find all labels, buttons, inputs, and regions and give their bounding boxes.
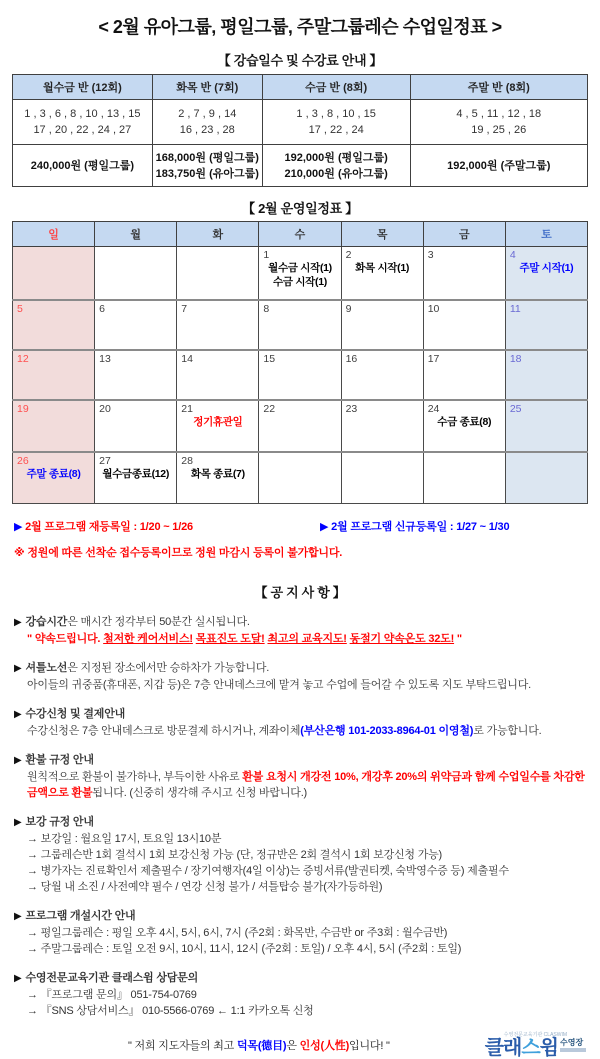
- fee-dates-line: 17 , 20 , 22 , 24 , 27: [33, 124, 132, 136]
- notice-line: [14, 879, 586, 895]
- calendar-day-header: 금: [423, 222, 505, 247]
- text-segment: 목표진도 도달!: [195, 633, 265, 645]
- notice-line: [14, 925, 586, 941]
- calendar-cell: [341, 247, 423, 301]
- calendar-day-number: 19: [17, 403, 29, 415]
- calendar-week-row: [13, 400, 588, 452]
- calendar-cell: [341, 452, 423, 504]
- fee-dates-line: 1 , 3 , 6 , 8 , 10 , 13 , 15: [24, 108, 141, 120]
- calendar-cell: [95, 350, 177, 400]
- calendar-day-number: [259, 453, 340, 467]
- calendar-cell: [95, 247, 177, 301]
- logo-suffix: 수영장: [560, 1038, 584, 1047]
- calendar-day-header: 토: [505, 222, 587, 247]
- fee-dates-cell: [410, 100, 587, 145]
- calendar-day-header: 일: [13, 222, 95, 247]
- text-segment: 1/27 ~ 1/30: [456, 521, 510, 533]
- notice-line: [14, 941, 586, 957]
- calendar-cell: [95, 452, 177, 504]
- fee-section-heading: 【 강습일수 및 수강료 안내 】: [217, 53, 383, 68]
- fee-price-cell: [410, 145, 587, 187]
- text-segment: 은: [286, 1040, 300, 1052]
- fee-price-cell: [13, 145, 153, 187]
- calendar-week-row: [13, 247, 588, 301]
- text-segment: 인성(人性): [299, 1040, 350, 1052]
- notice-item: [14, 752, 586, 801]
- calendar-week-row: [13, 350, 588, 400]
- notice-title-line: [14, 970, 586, 987]
- text-segment: 환불 규정 안내: [25, 754, 94, 766]
- calendar-day-number: 26: [17, 455, 29, 467]
- calendar-day-header: 수: [259, 222, 341, 247]
- calendar-cell: [259, 452, 341, 504]
- logo-suffix-block: [560, 1038, 586, 1052]
- calendar-day-number: 17: [427, 353, 440, 365]
- calendar-day-number: 2: [345, 249, 352, 261]
- calendar-day-number: 22: [263, 403, 276, 415]
- text-segment: 수영전문교육기관 클래스윔 상담문의: [25, 972, 199, 984]
- text-segment: 원칙적으로 환불이 불가하나, 부득이한 사유로: [27, 771, 243, 783]
- calendar-day-number: 12: [17, 353, 29, 365]
- text-segment: 셔틀노선: [25, 662, 68, 674]
- calendar-event: 주말 시작(1): [519, 262, 574, 274]
- registration-dates-row: [14, 518, 600, 534]
- text-segment: 됩니다. (신중히 생각해 주시고 신청 바랍니다.): [92, 787, 308, 799]
- logo-decorative-bar: [560, 1048, 586, 1052]
- claswim-logo: [485, 1032, 586, 1058]
- calendar-cell: [341, 350, 423, 400]
- text-segment: " 저희 지도자들의 최고: [128, 1040, 237, 1052]
- notice-title-line: [14, 660, 586, 677]
- text-segment: 은 지정된 장소에서만 승하차가 가능합니다.: [67, 662, 270, 674]
- text-segment: 최고의 교육지도!: [267, 633, 347, 645]
- calendar-cell: [423, 452, 505, 504]
- calendar-day-number: 9: [345, 303, 352, 315]
- text-segment: ※ 정원에 따른 선착순 접수등록이므로 정원 마감시 등록이 불가합니다.: [14, 547, 343, 559]
- calendar-cell: [13, 247, 95, 301]
- notice-item: [14, 706, 586, 739]
- calendar-day-number: 18: [509, 353, 522, 365]
- calendar-cell: [505, 400, 587, 452]
- calendar-cell: [423, 247, 505, 301]
- text-segment: 동절기 약속온도 32도!: [349, 633, 455, 645]
- notice-title-line: [14, 814, 586, 831]
- text-segment: → 『SNS 상담서비스』 010-5566-0769 ← 1:1 카카오톡 신청: [27, 1005, 314, 1017]
- calendar-day-number: [506, 453, 587, 467]
- notice-section-heading: 【 공 지 사 항 】: [254, 585, 346, 600]
- fee-price-line: 210,000원 (유아그룹): [284, 167, 388, 180]
- fee-price-line: 240,000원 (평일그룹): [30, 159, 135, 172]
- text-segment: → 당월 내 소진 / 사전예약 필수 / 연강 신청 불가 / 셔틀탑승 불가(자가등하원): [27, 881, 383, 893]
- calendar-day-number: 11: [509, 303, 521, 315]
- calendar-day-number: 3: [427, 249, 434, 261]
- calendar-cell: [259, 300, 341, 350]
- notice-item: [14, 660, 586, 693]
- notice-item: [14, 614, 586, 647]
- page-title: < 2월 유아그룹, 평일그룹, 주말그룹레슨 수업일정표 >: [98, 17, 502, 37]
- logo-name-part: 윔: [539, 1037, 558, 1059]
- calendar-day-number: [424, 453, 505, 467]
- notice-line: [14, 1003, 586, 1019]
- fee-dates-line: 4 , 5 , 11 , 12 , 18: [456, 108, 542, 120]
- bullet-arrow-icon: ▶: [14, 755, 22, 766]
- text-segment: 환불 요청시 개강전 10%, 개강후 20%의 위약금과 함께 수업일수를 차감한 금액으로 환불: [27, 771, 585, 799]
- footer-quote: [128, 1037, 390, 1053]
- text-segment: 아이들의 귀중품(휴대폰, 지갑 등)은 7층 안내데스크에 맡겨 놓고 수업에 들어갈 수 있도록 지도 부탁드립니다.: [27, 679, 532, 691]
- calendar-cell: [505, 350, 587, 400]
- calendar-day-number: 6: [99, 303, 105, 315]
- calendar-day-header: 월: [95, 222, 177, 247]
- calendar-week-row: [13, 452, 588, 504]
- calendar-day-number: 25: [509, 403, 522, 415]
- calendar-cell: [423, 350, 505, 400]
- fee-dates-cell: [13, 100, 153, 145]
- calendar-cell: [423, 300, 505, 350]
- text-segment: 철저한 케어서비스!: [103, 633, 193, 645]
- fee-dates-line: 16 , 23 , 28: [179, 124, 235, 136]
- calendar-cell: [341, 300, 423, 350]
- bullet-arrow-icon: ▶: [14, 663, 22, 674]
- calendar-week-row: [13, 300, 588, 350]
- text-segment: 로 가능합니다.: [473, 725, 542, 737]
- text-segment: 덕목(德目): [236, 1040, 287, 1052]
- calendar-event: 수금 종료(8): [437, 416, 492, 428]
- fee-dates-line: 17 , 22 , 24: [308, 124, 364, 136]
- text-segment: 수강신청 및 결제안내: [25, 708, 126, 720]
- text-segment: → 보강일 : 월요일 17시, 토요일 13시10분: [27, 833, 222, 845]
- fee-dates-line: 1 , 3 , 8 , 10 , 15: [296, 108, 376, 120]
- notice-line: [14, 847, 586, 863]
- bullet-arrow-icon: ▶: [14, 617, 22, 628]
- calendar-event: 수금 시작(1): [273, 276, 327, 288]
- calendar-cell: [13, 300, 95, 350]
- text-segment: → 『프로그램 문의』 051-754-0769: [27, 989, 197, 1001]
- calendar-cell: [341, 400, 423, 452]
- fee-price-cell: [152, 145, 262, 187]
- text-segment: → 평일그룹레슨 : 평일 오후 4시, 5시, 6시, 7시 (주2회 : 화목반, 수금반 or 주3회 : 월수금반): [27, 927, 448, 939]
- calendar-cell: [505, 452, 587, 504]
- fee-dates-line: 2 , 7 , 9 , 14: [178, 108, 237, 120]
- text-segment: ▶: [320, 521, 332, 533]
- capacity-note: [14, 544, 600, 560]
- notice-line: [14, 863, 586, 879]
- calendar-day-number: 8: [263, 303, 270, 315]
- calendar-cell: [177, 350, 259, 400]
- notice-item: [14, 970, 586, 1019]
- notice-item: [14, 908, 586, 957]
- fee-price-cell: [262, 145, 410, 187]
- logo-name-part: 스: [521, 1037, 540, 1059]
- calendar-cell: [177, 452, 259, 504]
- fee-price-line: 183,750원 (유아그룹): [155, 167, 259, 180]
- calendar-day-number: [177, 247, 258, 261]
- text-segment: 수강신청은 7층 안내데스크로 방문결제 하시거나, 계좌이체: [27, 725, 301, 737]
- text-segment: 1/20 ~ 1/26: [139, 521, 193, 533]
- calendar-cell: [177, 300, 259, 350]
- fee-table: [12, 74, 588, 187]
- calendar-table: [12, 221, 588, 504]
- calendar-day-number: 4: [509, 249, 516, 261]
- text-segment: " 약속드립니다.: [27, 633, 104, 645]
- fee-price-line: 192,000원 (평일그룹): [284, 151, 388, 164]
- calendar-day-number: [13, 247, 94, 261]
- calendar-cell: [259, 247, 341, 301]
- text-segment: 강습시간: [25, 616, 68, 628]
- calendar-day-header: 목: [341, 222, 423, 247]
- text-segment: 입니다! ": [349, 1040, 390, 1052]
- calendar-cell: [423, 400, 505, 452]
- fee-price-line: 168,000원 (평일그룹): [155, 151, 259, 164]
- calendar-heading: 【 2월 운영일정표 】: [242, 201, 358, 216]
- fee-price-line: 192,000원 (주말그룹): [447, 159, 551, 172]
- calendar-cell: [95, 300, 177, 350]
- calendar-event: 정기휴관일: [193, 416, 243, 428]
- logo-tagline: 수영전문교육기관 CLASWIM: [503, 1032, 568, 1038]
- calendar-event: 월수금 시작(1): [268, 262, 332, 274]
- calendar-day-number: 21: [181, 403, 193, 415]
- fee-column-header: 수금 반 (8회): [262, 75, 410, 100]
- fee-dates-cell: [152, 100, 262, 145]
- logo-name: [485, 1038, 558, 1058]
- notice-item: [14, 814, 586, 895]
- text-segment: ": [454, 633, 462, 645]
- text-segment: (부산은행 101-2033-8964-01 이영철): [300, 725, 474, 737]
- fee-column-header: 화목 반 (7회): [152, 75, 262, 100]
- calendar-day-number: 7: [181, 303, 188, 315]
- calendar-day-number: 14: [181, 353, 193, 365]
- logo-name-part: 클래: [484, 1037, 522, 1059]
- new-registration-date-line: [320, 518, 509, 534]
- text-segment: 2월 프로그램 재등록일 :: [25, 521, 140, 533]
- calendar-day-number: 16: [345, 353, 358, 365]
- text-segment: → 그룹레슨반 1회 결석시 1회 보강신청 가능 (단, 정규반은 2회 결석시 1회 보강신청 가능): [27, 849, 443, 861]
- bullet-arrow-icon: ▶: [14, 709, 22, 720]
- notice-title-line: [14, 908, 586, 925]
- footer: [0, 1032, 600, 1058]
- fee-dates-line: 19 , 25 , 26: [471, 124, 527, 136]
- bullet-arrow-icon: ▶: [14, 973, 22, 984]
- text-segment: → 병가자는 진료확인서 제출필수 / 장기여행자(4일 이상)는 증빙서류(발권티켓, 숙박영수증 등) 제출필수: [27, 865, 509, 877]
- text-segment: → 주말그룹레슨 : 토일 오전 9시, 10시, 11시, 12시 (주2회 : 토일) / 오후 4시, 5시 (주2회 : 토일): [27, 943, 462, 955]
- notice-line: [14, 631, 586, 647]
- calendar-cell: [259, 350, 341, 400]
- reregistration-date-line: [14, 518, 320, 534]
- fee-column-header: 월수금 반 (12회): [13, 75, 153, 100]
- calendar-day-number: 23: [345, 403, 358, 415]
- calendar-day-number: [342, 453, 423, 467]
- text-segment: 2월 프로그램 신규등록일 :: [331, 521, 457, 533]
- text-segment: 프로그램 개설시간 안내: [25, 910, 136, 922]
- calendar-event: 월수금종료(12): [102, 468, 170, 480]
- calendar-day-number: 5: [17, 303, 23, 315]
- notice-line: [14, 723, 586, 739]
- text-segment: ▶: [14, 521, 26, 533]
- calendar-event: 화목 종료(7): [190, 468, 245, 480]
- calendar-event: 주말 종료(8): [26, 468, 81, 480]
- calendar-cell: [13, 400, 95, 452]
- calendar-day-number: 10: [427, 303, 440, 315]
- calendar-cell: [177, 247, 259, 301]
- calendar-day-number: 15: [263, 353, 276, 365]
- calendar-cell: [13, 350, 95, 400]
- fee-dates-cell: [262, 100, 410, 145]
- calendar-day-number: 1: [263, 249, 270, 261]
- calendar-cell: [259, 400, 341, 452]
- notice-line: [14, 769, 586, 801]
- bullet-arrow-icon: ▶: [14, 817, 22, 828]
- calendar-cell: [177, 400, 259, 452]
- calendar-cell: [505, 300, 587, 350]
- notice-title-line: [14, 752, 586, 769]
- notice-title-line: [14, 706, 586, 723]
- notice-line: [14, 987, 586, 1003]
- calendar-event: 화목 시작(1): [355, 262, 410, 274]
- calendar-day-number: [95, 247, 176, 261]
- notice-title-line: [14, 614, 586, 631]
- notice-line: [14, 831, 586, 847]
- bullet-arrow-icon: ▶: [14, 911, 22, 922]
- calendar-cell: [505, 247, 587, 301]
- calendar-day-number: 20: [99, 403, 111, 415]
- text-segment: 은 매시간 정각부터 50분간 실시됩니다.: [67, 616, 250, 628]
- fee-column-header: 주말 반 (8회): [410, 75, 587, 100]
- calendar-cell: [13, 452, 95, 504]
- text-segment: 보강 규정 안내: [25, 816, 94, 828]
- calendar-day-header: 화: [177, 222, 259, 247]
- calendar-day-number: 13: [99, 353, 111, 365]
- calendar-cell: [95, 400, 177, 452]
- calendar-day-number: 27: [99, 455, 111, 467]
- calendar-day-number: 28: [181, 455, 193, 467]
- notice-line: [14, 677, 586, 693]
- calendar-day-number: 24: [427, 403, 440, 415]
- notice-list: [14, 614, 586, 1019]
